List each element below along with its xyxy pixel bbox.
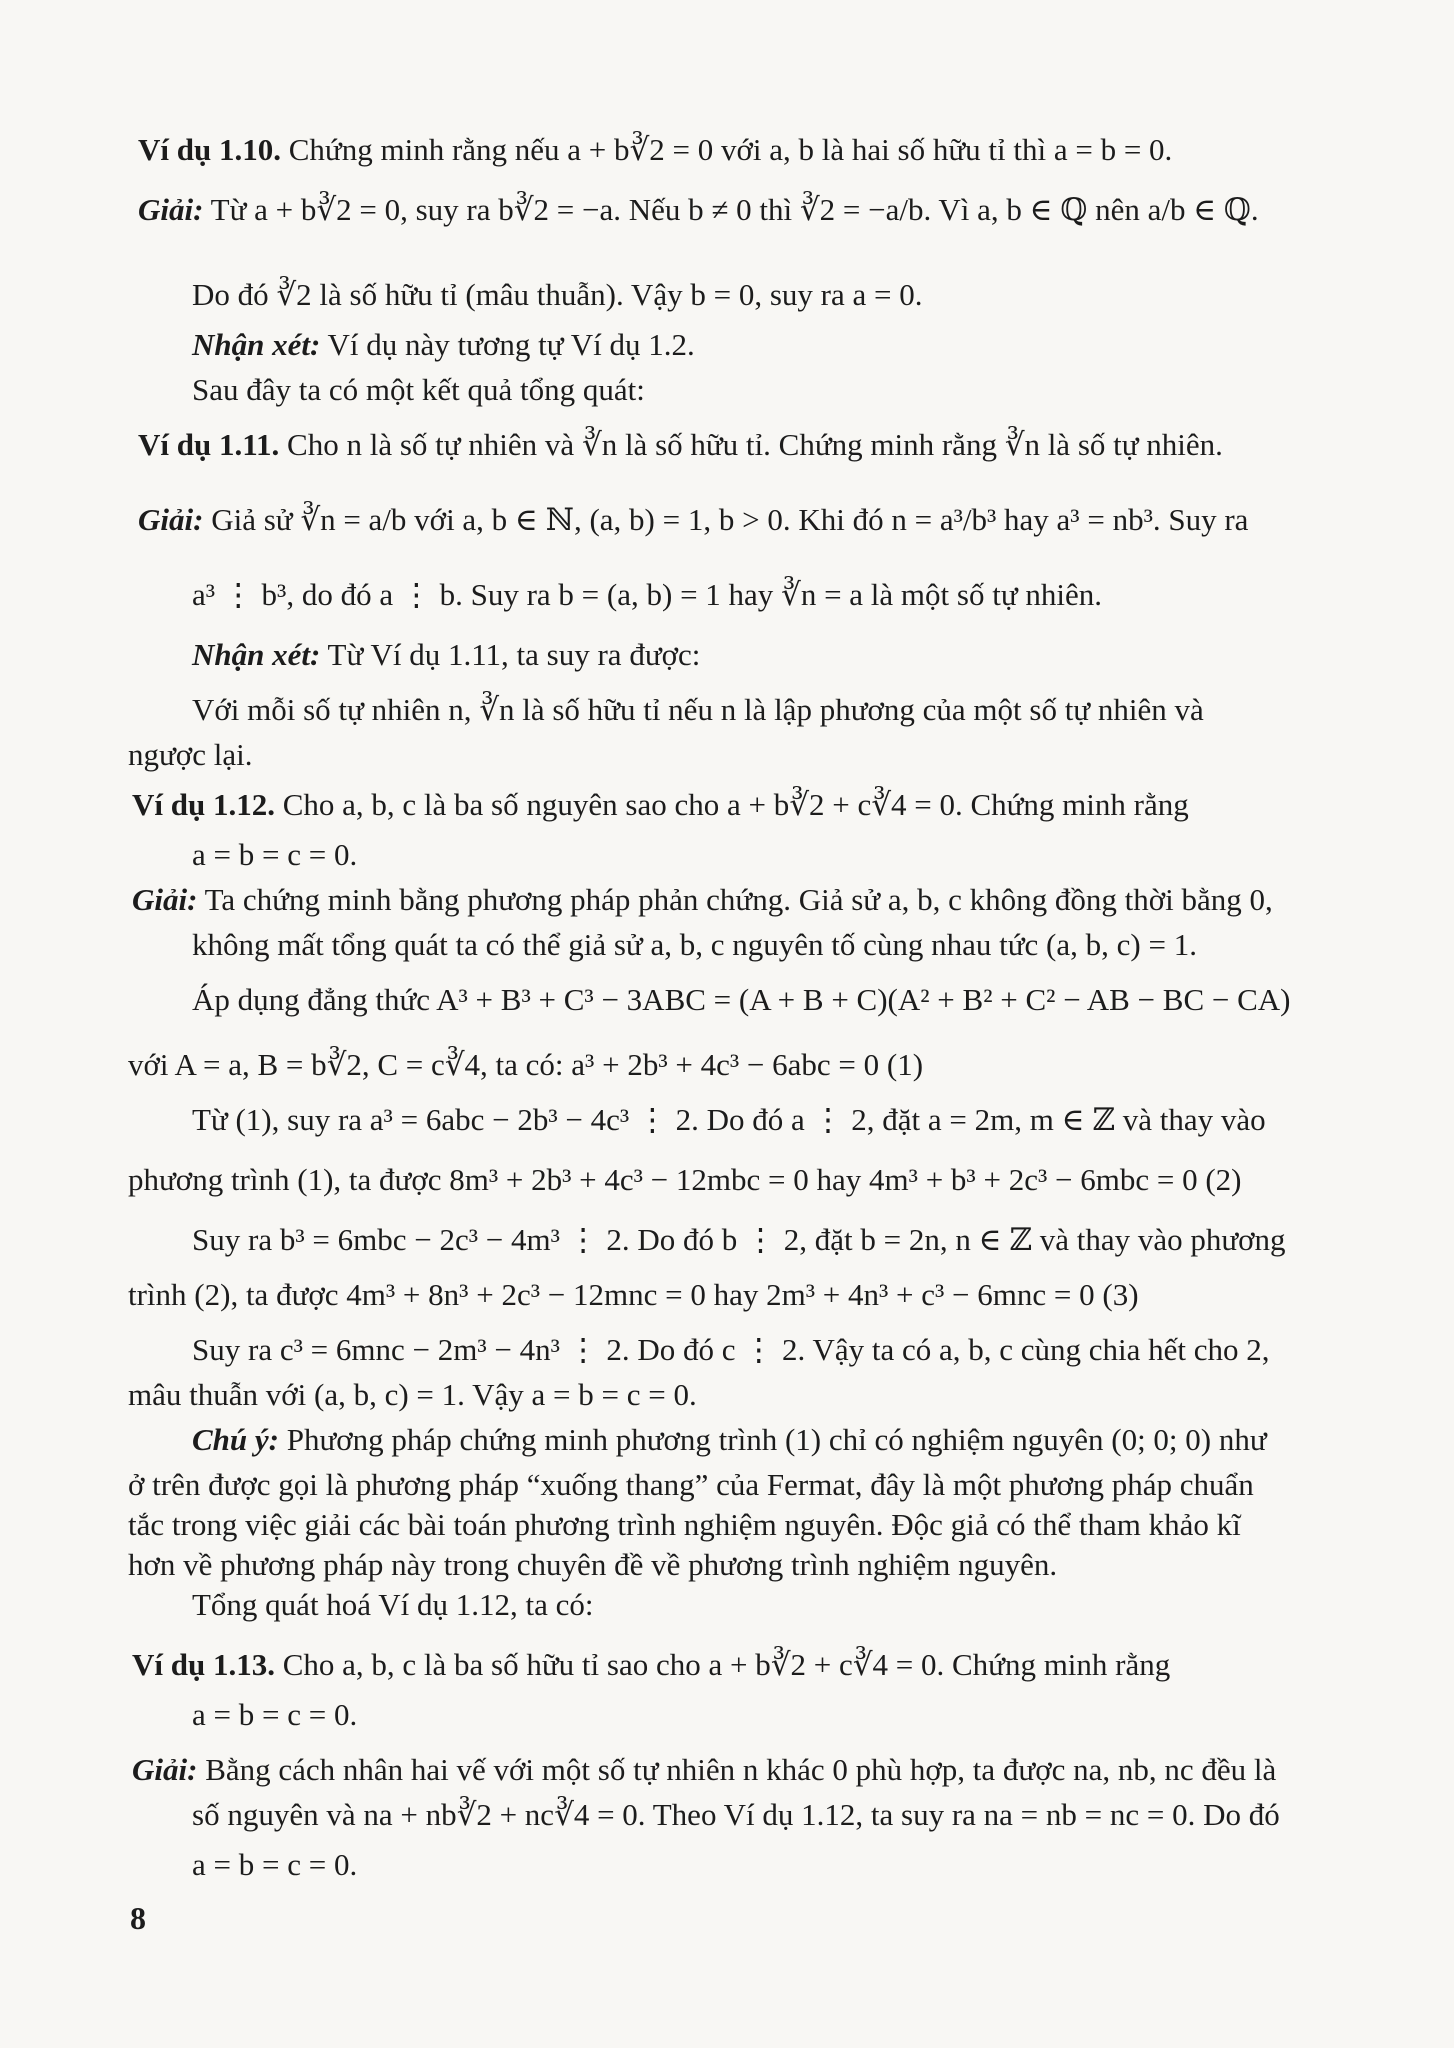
text-line [132,1750,1276,1790]
line-label: Giải: [138,192,204,227]
text-line [128,1545,1057,1585]
line-text: a = b = c = 0. [192,837,358,872]
text-line [192,1100,1266,1140]
line-label: Nhận xét: [192,637,321,672]
text-line [138,500,1248,540]
line-text: Từ (1), suy ra a³ = 6abc − 2b³ − 4c³ ⋮ 2. Do đó a ⋮ 2, đặt a = 2m, m ∈ ℤ và thay vào [192,1102,1266,1137]
text-line [128,1045,923,1085]
text-line [128,1505,1241,1545]
line-label: Giải: [132,882,198,917]
line-label: Ví dụ 1.10. [138,132,281,167]
text-line [192,1220,1286,1260]
line-text: ngược lại. [128,737,253,772]
line-text: ở trên được gọi là phương pháp “xuống thang” của Fermat, đây là một phương pháp chuẩn [128,1467,1254,1502]
text-line [192,635,700,675]
line-text: Với mỗi số tự nhiên n, ∛n là số hữu tỉ nếu n là lập phương của một số tự nhiên và [192,692,1204,727]
line-text: Ta chứng minh bằng phương pháp phản chứng. Giả sử a, b, c không đồng thời bằng 0, [197,882,1273,917]
line-text: Chứng minh rằng nếu a + b∛2 = 0 với a, b là hai số hữu tỉ thì a = b = 0. [280,132,1173,167]
text-line [192,1695,357,1735]
line-label: Giải: [132,1752,198,1787]
text-line [132,785,1189,825]
line-text: Cho n là số tự nhiên và ∛n là số hữu tỉ. Chứng minh rằng ∛n là số tự nhiên. [279,427,1223,462]
text-line [192,1585,594,1625]
text-line [128,1465,1254,1505]
text-line [128,1160,1242,1200]
text-line [192,1330,1270,1370]
line-text: Do đó ∛2 là số hữu tỉ (mâu thuẫn). Vậy b = 0, suy ra a = 0. [192,277,923,312]
text-line [192,1845,357,1885]
text-line [192,925,1197,965]
text-line [192,835,357,875]
text-line [128,1375,697,1415]
line-text: mâu thuẫn với (a, b, c) = 1. Vậy a = b = c = 0. [128,1377,697,1412]
line-text: Cho a, b, c là ba số nguyên sao cho a + b∛2 + c∛4 = 0. Chứng minh rằng [274,787,1189,822]
line-label: Ví dụ 1.13. [132,1647,275,1682]
text-line [192,980,1291,1020]
text-line [192,575,1102,615]
line-text: Áp dụng đẳng thức A³ + B³ + C³ − 3ABC = (A + B + C)(A² + B² + C² − AB − BC − CA) [192,982,1291,1017]
text-line [128,1275,1139,1315]
line-text: với A = a, B = b∛2, C = c∛4, ta có: a³ + 2b³ + 4c³ − 6abc = 0 (1) [128,1047,924,1082]
line-text: a = b = c = 0. [192,1847,358,1882]
text-line [132,1645,1170,1685]
text-line [192,325,695,365]
line-text: Suy ra c³ = 6mnc − 2m³ − 4n³ ⋮ 2. Do đó c ⋮ 2. Vậy ta có a, b, c cùng chia hết cho 2, [192,1332,1270,1367]
line-text: Suy ra b³ = 6mbc − 2c³ − 4m³ ⋮ 2. Do đó b ⋮ 2, đặt b = 2n, n ∈ ℤ và thay vào phương [192,1222,1286,1257]
line-text: Sau đây ta có một kết quả tổng quát: [192,372,645,407]
line-label: Chú ý: [192,1422,279,1457]
line-text: a = b = c = 0. [192,1697,358,1732]
line-text: Cho a, b, c là ba số hữu tỉ sao cho a + b∛2 + c∛4 = 0. Chứng minh rằng [274,1647,1171,1682]
text-line [192,1795,1280,1835]
page-number: 8 [130,1900,146,1936]
line-text: Giả sử ∛n = a/b với a, b ∈ ℕ, (a, b) = 1, b > 0. Khi đó n = a³/b³ hay a³ = nb³. Suy ra [203,502,1249,537]
line-text: tắc trong việc giải các bài toán phương trình nghiệm nguyên. Độc giả có thể tham khảo kĩ [128,1507,1241,1542]
line-label: Ví dụ 1.12. [132,787,275,822]
text-line [138,130,1172,170]
text-line [128,735,252,775]
text-line [138,425,1223,465]
line-text: không mất tổng quát ta có thể giả sử a, b, c nguyên tố cùng nhau tức (a, b, c) = 1. [192,927,1197,962]
line-text: Từ a + b∛2 = 0, suy ra b∛2 = −a. Nếu b ≠ 0 thì ∛2 = −a/b. Vì a, b ∈ ℚ nên a/b ∈ ℚ. [203,192,1259,227]
line-text: phương trình (1), ta được 8m³ + 2b³ + 4c³ − 12mbc = 0 hay 4m³ + b³ + 2c³ − 6mbc = 0 (2) [128,1162,1242,1197]
line-text: Ví dụ này tương tự Ví dụ 1.2. [320,327,695,362]
line-text: Bằng cách nhân hai vế với một số tự nhiên n khác 0 phù hợp, ta được na, nb, nc đều là [197,1752,1277,1787]
line-text: Tổng quát hoá Ví dụ 1.12, ta có: [192,1587,594,1622]
line-text: số nguyên và na + nb∛2 + nc∛4 = 0. Theo Ví dụ 1.12, ta suy ra na = nb = nc = 0. Do đó [192,1797,1280,1832]
text-line [138,190,1259,230]
text-line [192,275,922,315]
line-label: Giải: [138,502,204,537]
text-line [192,690,1204,730]
line-text: trình (2), ta được 4m³ + 8n³ + 2c³ − 12mnc = 0 hay 2m³ + 4n³ + c³ − 6mnc = 0 (3) [128,1277,1139,1312]
text-line [192,370,645,410]
line-label: Nhận xét: [192,327,321,362]
text-line [132,880,1273,920]
line-label: Ví dụ 1.11. [138,427,280,462]
line-text: Phương pháp chứng minh phương trình (1) chỉ có nghiệm nguyên (0; 0; 0) như [279,1422,1267,1457]
line-text: hơn về phương pháp này trong chuyên đề về phương trình nghiệm nguyên. [128,1547,1058,1582]
line-text: a³ ⋮ b³, do đó a ⋮ b. Suy ra b = (a, b) = 1 hay ∛n = a là một số tự nhiên. [192,577,1103,612]
line-text: Từ Ví dụ 1.11, ta suy ra được: [320,637,701,672]
text-line [192,1420,1267,1460]
